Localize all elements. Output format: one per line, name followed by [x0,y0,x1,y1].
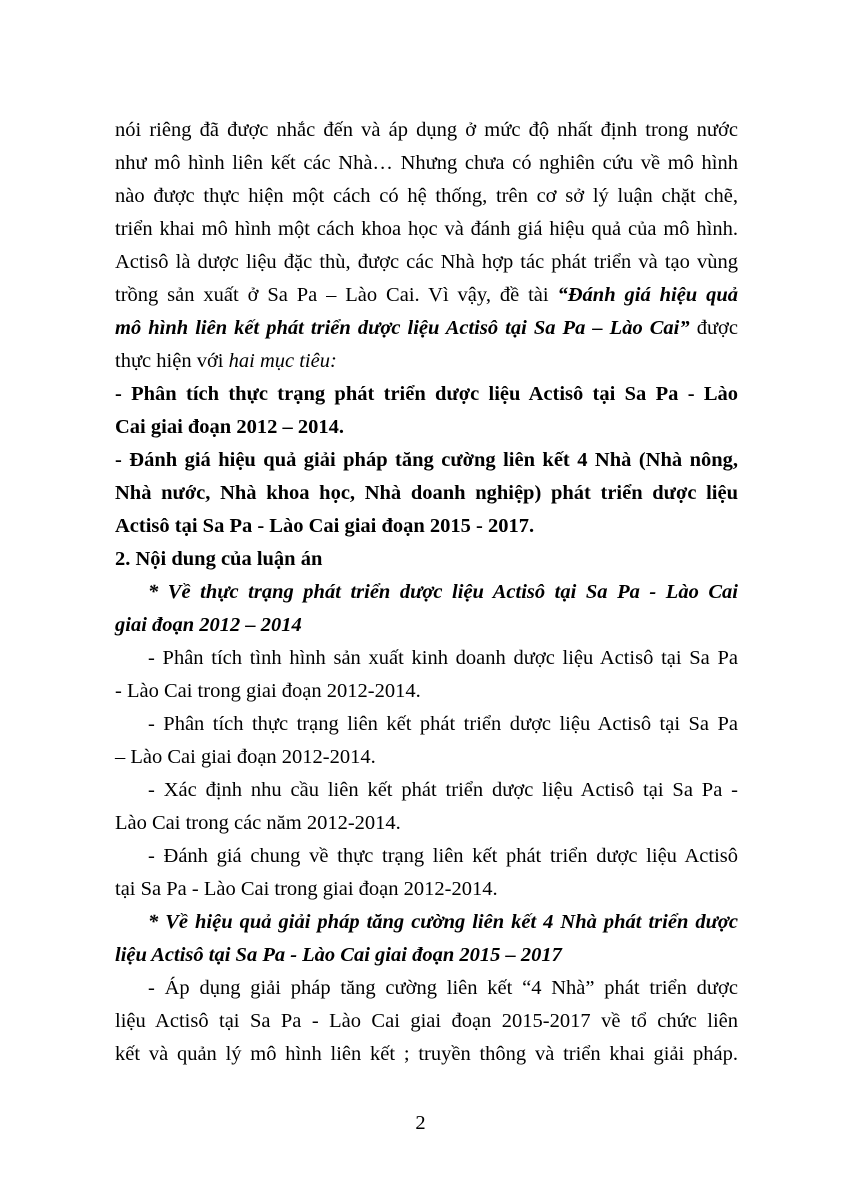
body-text-line: như mô hình liên kết các Nhà… Nhưng chưa có nghiên cứu về mô hình [115,152,738,174]
body-text-line: – Lào Cai giai đoạn 2012-2014. [115,746,376,768]
body-text-line: nào được thực hiện một cách có hệ thống, trên cơ sở lý luận chặt chẽ, [115,185,738,207]
body-text-line: - Đánh giá chung về thực trạng liên kết phát triển dược liệu Actisô [148,845,738,867]
page-number: 2 [415,1112,426,1134]
objective-line: - Đánh giá hiệu quả giải pháp tăng cường liên kết 4 Nhà (Nhà nông, [115,449,738,471]
body-text-line: kết và quản lý mô hình liên kết ; truyền thông và triển khai giải pháp. [115,1043,738,1065]
subsection-heading: * Về thực trạng phát triển dược liệu Actisô tại Sa Pa - Lào Cai [148,581,738,603]
body-text-line: - Phân tích tình hình sản xuất kinh doanh dược liệu Actisô tại Sa Pa [148,647,738,669]
body-text-line: - Xác định nhu cầu liên kết phát triển dược liệu Actisô tại Sa Pa - [148,779,738,801]
objective-line: Actisô tại Sa Pa - Lào Cai giai đoạn 2015 - 2017. [115,515,535,537]
body-text-line [115,279,738,312]
body-text-line: - Áp dụng giải pháp tăng cường liên kết “4 Nhà” phát triển dược [148,977,738,999]
objective-line: - Phân tích thực trạng phát triển dược liệu Actisô tại Sa Pa - Lào [115,383,738,405]
body-text-line: Lào Cai trong các năm 2012-2014. [115,812,401,834]
body-text-line [115,345,738,378]
subsection-heading: giai đoạn 2012 – 2014 [115,614,302,636]
text-run: thực hiện với [115,350,229,372]
body-text-line: - Phân tích thực trạng liên kết phát triển dược liệu Actisô tại Sa Pa [148,713,738,735]
body-text-line: nói riêng đã được nhắc đến và áp dụng ở mức độ nhất định trong nước [115,119,738,141]
body-text-line: - Lào Cai trong giai đoạn 2012-2014. [115,680,421,702]
body-text-line: Actisô là dược liệu đặc thù, được các Nhà hợp tác phát triển và tạo vùng [115,251,738,273]
body-text-line: tại Sa Pa - Lào Cai trong giai đoạn 2012-2014. [115,878,498,900]
text-run: trồng sản xuất ở Sa Pa – Lào Cai. Vì vậy, đề tài [115,284,558,306]
objective-line: Cai giai đoạn 2012 – 2014. [115,416,344,438]
thesis-title-text: mô hình liên kết phát triển dược liệu Actisô tại Sa Pa – Lào Cai” [115,317,690,339]
subsection-heading: * Về hiệu quả giải pháp tăng cường liên kết 4 Nhà phát triển dược [148,911,738,933]
section-heading: 2. Nội dung của luận án [115,548,323,570]
body-text-line: triển khai mô hình một cách khoa học và đánh giá hiệu quả của mô hình. [115,218,738,240]
body-text-line [115,312,738,345]
thesis-title-text: “Đánh giá hiệu quả [557,284,738,306]
subsection-heading: liệu Actisô tại Sa Pa - Lào Cai giai đoạn 2015 – 2017 [115,944,562,966]
text-run: được [689,317,738,339]
body-text-line: liệu Actisô tại Sa Pa - Lào Cai giai đoạn 2015-2017 về tổ chức liên [115,1010,738,1032]
emphasis-text: hai mục tiêu: [228,350,337,372]
objective-line: Nhà nước, Nhà khoa học, Nhà doanh nghiệp) phát triển dược liệu [115,482,738,504]
